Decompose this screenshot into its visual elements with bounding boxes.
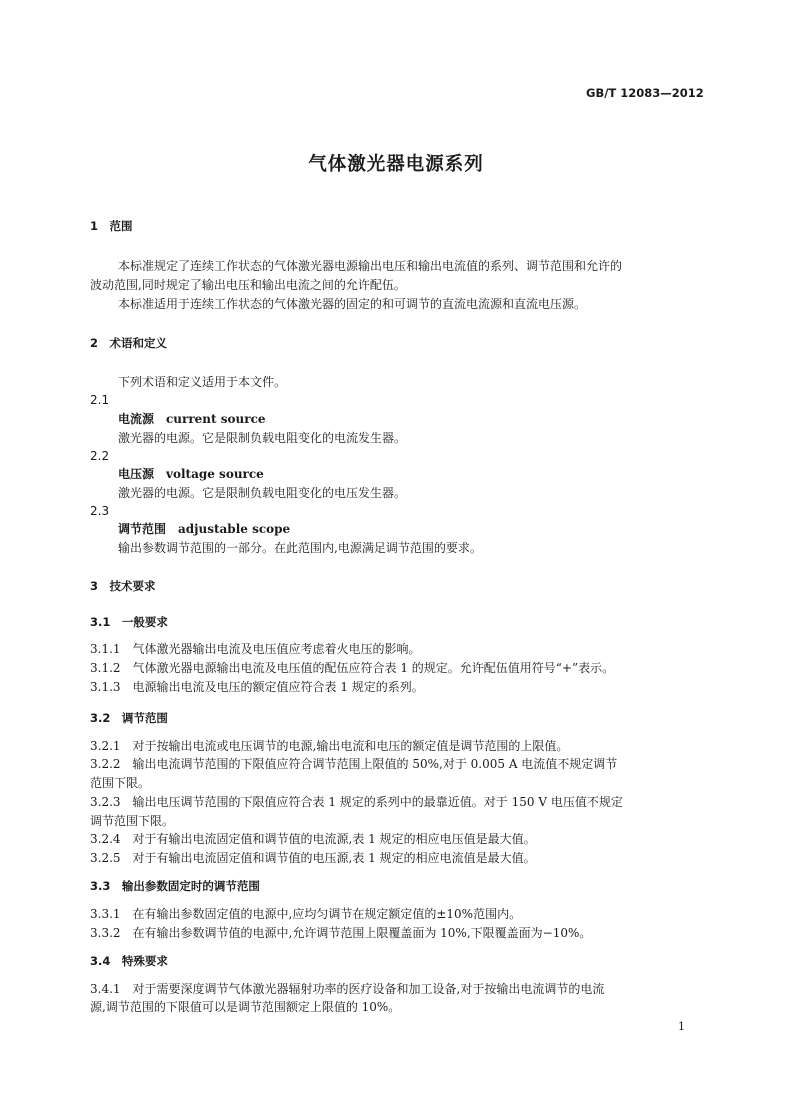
clause-3-2-4: 3.2.4 对于有输出电流固定值和调节值的电流源,表 1 规定的相应电压值是最大值。 (90, 832, 536, 846)
section-3-heading: 3 技术要求 (90, 579, 156, 593)
standard-number: GB/T 12083—2012 (586, 86, 704, 100)
term-2-2-number: 2.2 (90, 449, 110, 463)
clause-3-2-1: 3.2.1 对于按输出电流或电压调节的电源,输出电流和电压的额定值是调节范围的上限值。 (90, 739, 569, 753)
term-2-1-title: 电流源 current source (118, 412, 266, 426)
document-title: 气体激光器电源系列 (308, 154, 484, 175)
term-2-3-title: 调节范围 adjustable scope (118, 522, 291, 536)
section-1-para-2: 本标准适用于连续工作状态的气体激光器的固定的和可调节的直流电流源和直流电压源。 (118, 297, 587, 311)
term-2-1-number: 2.1 (90, 393, 110, 407)
term-2-2-title: 电压源 voltage source (118, 467, 264, 481)
section-1-para-1-line-2: 波动范围,同时规定了输出电压和输出电流之间的允许配伍。 (90, 278, 406, 292)
page-number: 1 (678, 1020, 685, 1033)
clause-3-2-2-line-1: 3.2.2 输出电流调节范围的下限值应符合调节范围上限值的 50%,对于 0.005 A 电流值不规定调节 (90, 757, 618, 771)
term-2-1-definition: 激光器的电源。它是限制负载电阻变化的电流发生器。 (118, 431, 407, 445)
section-1-heading: 1 范围 (90, 219, 133, 233)
clause-3-2-2-line-2: 范围下限。 (90, 776, 151, 790)
section-3-4-heading: 3.4 特殊要求 (90, 954, 168, 968)
section-3-3-heading: 3.3 输出参数固定时的调节范围 (90, 879, 260, 893)
term-2-2-definition: 激光器的电源。它是限制负载电阻变化的电压发生器。 (118, 486, 407, 500)
clause-3-4-1-line-2: 源,调节范围的下限值可以是调节范围额定上限值的 10%。 (90, 1000, 401, 1014)
clause-3-3-1: 3.3.1 在有输出参数固定值的电源中,应均匀调节在规定额定值的±10%范围内。 (90, 907, 522, 921)
section-2-intro: 下列术语和定义适用于本文件。 (118, 375, 287, 389)
term-2-3-number: 2.3 (90, 504, 110, 518)
clause-3-2-3-line-1: 3.2.3 输出电压调节范围的下限值应符合表 1 规定的系列中的最靠近值。对于 150 V 电压值不规定 (90, 795, 623, 809)
clause-3-1-2: 3.1.2 气体激光器电源输出电流及电压值的配伍应符合表 1 的规定。允许配伍值用符号“+”表示。 (90, 661, 615, 675)
clause-3-1-1: 3.1.1 气体激光器输出电流及电压值应考虑着火电压的影响。 (90, 642, 421, 656)
clause-3-2-5: 3.2.5 对于有输出电流固定值和调节值的电压源,表 1 规定的相应电流值是最大值。 (90, 851, 536, 865)
clause-3-1-3: 3.1.3 电源输出电流及电压的额定值应符合表 1 规定的系列。 (90, 680, 424, 694)
section-1-para-1-line-1: 本标准规定了连续工作状态的气体激光器电源输出电压和输出电流值的系列、调节范围和允许的 (118, 259, 623, 273)
clause-3-3-2: 3.3.2 在有输出参数调节值的电源中,允许调节范围上限覆盖面为 10%,下限覆盖面为−10%。 (90, 926, 592, 940)
term-2-3-definition: 输出参数调节范围的一部分。在此范围内,电源满足调节范围的要求。 (118, 541, 482, 555)
section-3-1-heading: 3.1 一般要求 (90, 615, 168, 629)
section-2-heading: 2 术语和定义 (90, 336, 168, 350)
clause-3-4-1-line-1: 3.4.1 对于需要深度调节气体激光器辐射功率的医疗设备和加工设备,对于按输出电流调节的电流 (90, 982, 605, 996)
clause-3-2-3-line-2: 调节范围下限。 (90, 814, 175, 828)
section-3-2-heading: 3.2 调节范围 (90, 711, 168, 725)
